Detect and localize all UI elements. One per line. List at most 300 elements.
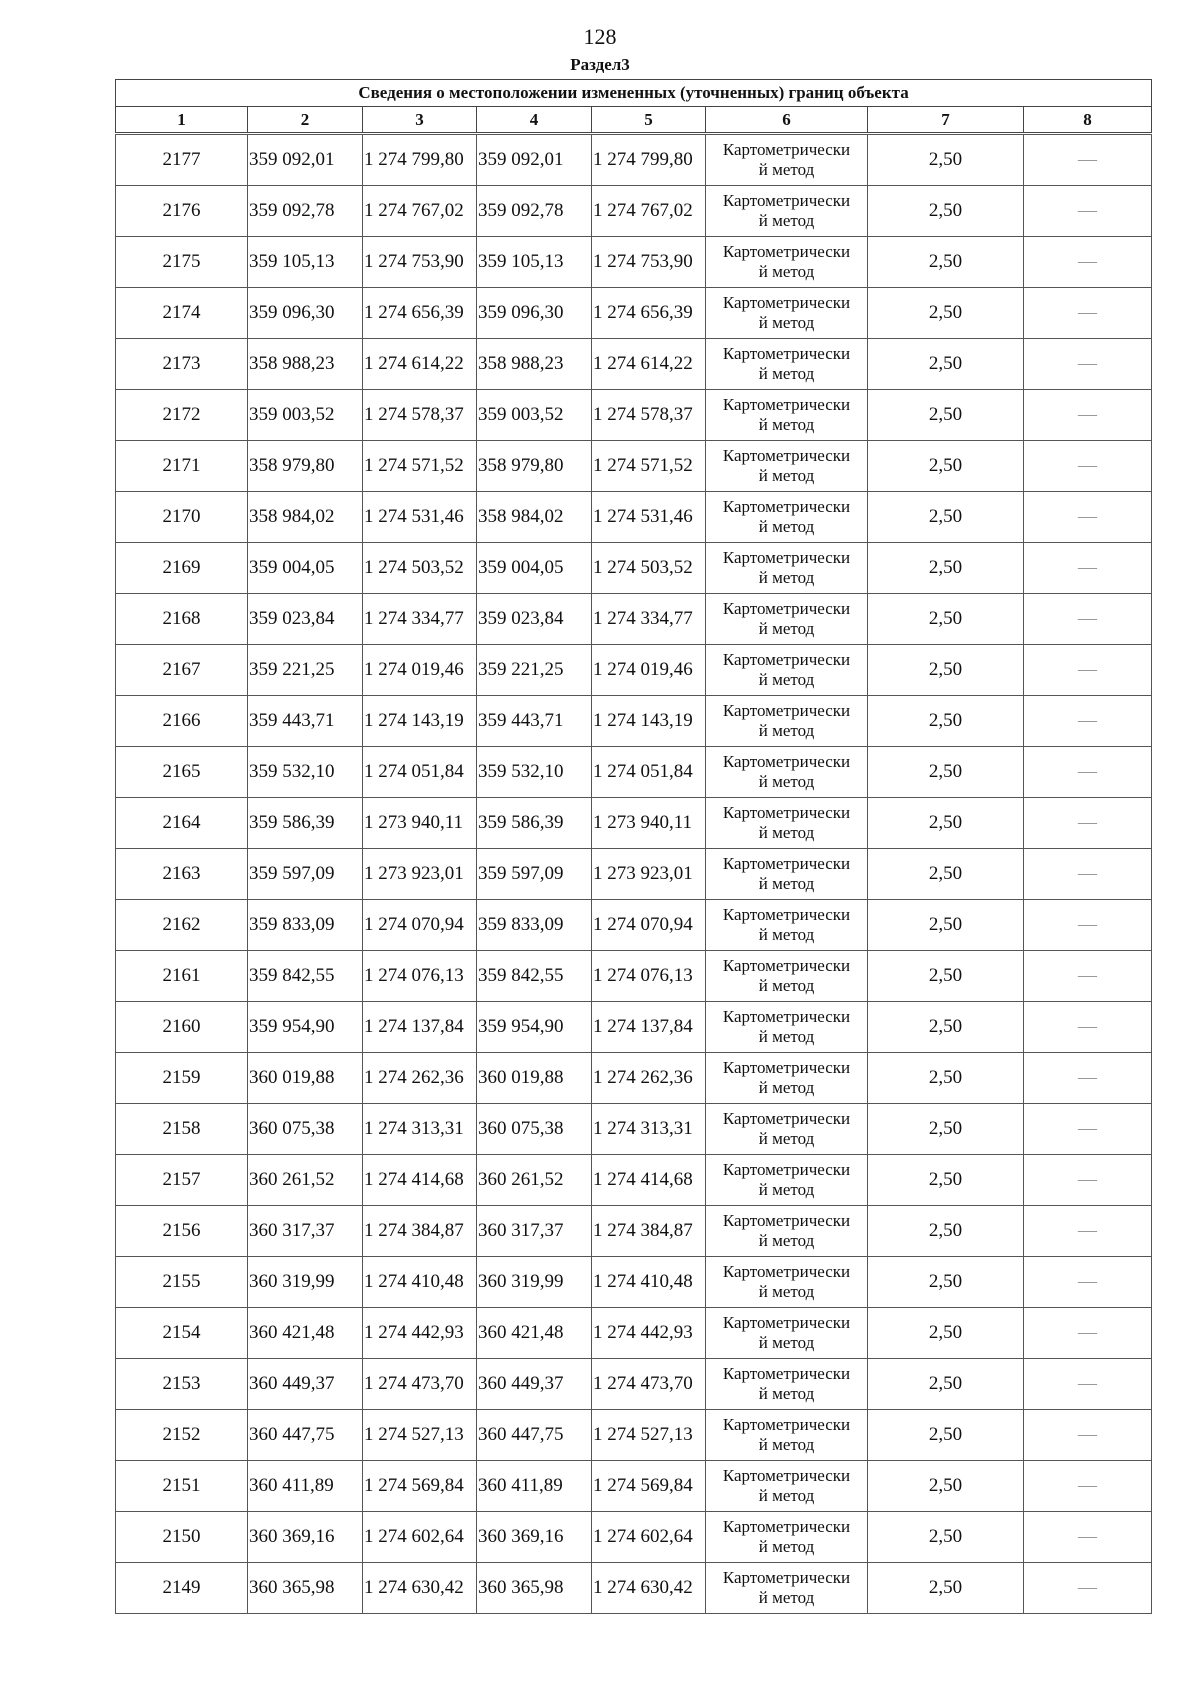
x-new-cell: 360 449,37 [477,1359,592,1410]
method-cell [706,1002,868,1053]
column-number-8: 8 [1024,107,1152,133]
description-cell: — [1024,237,1152,288]
accuracy-cell: 2,50 [868,747,1024,798]
method-line-2: й метод [758,517,815,536]
table-row [116,1155,1152,1206]
x-new-cell: 360 319,99 [477,1257,592,1308]
y-existing-cell: 1 274 569,84 [363,1461,477,1512]
description-cell: — [1024,1104,1152,1155]
x-existing-cell: 360 075,38 [248,1104,363,1155]
method-cell [706,492,868,543]
method-cell [706,1104,868,1155]
accuracy-cell: 2,50 [868,1104,1024,1155]
x-existing-cell: 359 586,39 [248,798,363,849]
accuracy-cell: 2,50 [868,1206,1024,1257]
y-existing-cell: 1 274 473,70 [363,1359,477,1410]
x-new-cell: 360 019,88 [477,1053,592,1104]
accuracy-cell: 2,50 [868,339,1024,390]
table-row [116,1410,1152,1461]
x-existing-cell: 359 003,52 [248,390,363,441]
table-row [116,543,1152,594]
x-existing-cell: 360 369,16 [248,1512,363,1563]
x-existing-cell: 360 421,48 [248,1308,363,1359]
y-existing-cell: 1 274 137,84 [363,1002,477,1053]
point-number-cell: 2154 [116,1308,248,1359]
x-new-cell: 359 954,90 [477,1002,592,1053]
x-new-cell: 359 003,52 [477,390,592,441]
point-number-cell: 2169 [116,543,248,594]
method-line-1: Картометрически [722,191,851,210]
point-number-cell: 2151 [116,1461,248,1512]
method-line-2: й метод [758,211,815,230]
method-line-1: Картометрически [722,242,851,261]
y-new-cell: 1 274 630,42 [592,1563,706,1614]
x-new-cell: 359 597,09 [477,849,592,900]
table-header [115,79,1152,133]
method-line-1: Картометрически [722,140,851,159]
x-existing-cell: 360 319,99 [248,1257,363,1308]
point-number-cell: 2150 [116,1512,248,1563]
table-row [116,1512,1152,1563]
column-number-2: 2 [248,107,363,133]
description-cell: — [1024,798,1152,849]
y-new-cell: 1 274 799,80 [592,135,706,186]
method-line-2: й метод [758,823,815,842]
y-new-cell: 1 274 137,84 [592,1002,706,1053]
accuracy-cell: 2,50 [868,135,1024,186]
accuracy-cell: 2,50 [868,543,1024,594]
y-new-cell: 1 274 767,02 [592,186,706,237]
y-existing-cell: 1 274 051,84 [363,747,477,798]
accuracy-cell: 2,50 [868,951,1024,1002]
method-line-1: Картометрически [722,1313,851,1332]
y-new-cell: 1 273 923,01 [592,849,706,900]
x-existing-cell: 359 105,13 [248,237,363,288]
method-line-1: Картометрически [722,1415,851,1434]
x-existing-cell: 359 597,09 [248,849,363,900]
method-line-1: Картометрически [722,344,851,363]
accuracy-cell: 2,50 [868,1155,1024,1206]
point-number-cell: 2173 [116,339,248,390]
method-line-2: й метод [758,1333,815,1352]
accuracy-cell: 2,50 [868,186,1024,237]
point-number-cell: 2175 [116,237,248,288]
accuracy-cell: 2,50 [868,849,1024,900]
x-existing-cell: 360 447,75 [248,1410,363,1461]
x-existing-cell: 359 833,09 [248,900,363,951]
page-number: 128 [583,24,617,49]
method-cell [706,1308,868,1359]
description-cell: — [1024,186,1152,237]
x-new-cell: 359 443,71 [477,696,592,747]
x-new-cell: 359 023,84 [477,594,592,645]
description-cell: — [1024,747,1152,798]
x-existing-cell: 359 532,10 [248,747,363,798]
method-cell [706,1053,868,1104]
point-number-cell: 2164 [116,798,248,849]
method-line-1: Картометрически [722,1058,851,1077]
y-existing-cell: 1 273 940,11 [363,798,477,849]
description-cell: — [1024,1461,1152,1512]
method-cell [706,1563,868,1614]
method-cell [706,849,868,900]
y-new-cell: 1 274 569,84 [592,1461,706,1512]
method-cell [706,696,868,747]
method-cell [706,1206,868,1257]
method-line-1: Картометрически [722,701,851,720]
method-line-2: й метод [758,1180,815,1199]
column-number-7: 7 [868,107,1024,133]
description-cell: — [1024,1002,1152,1053]
method-cell [706,900,868,951]
description-cell: — [1024,441,1152,492]
accuracy-cell: 2,50 [868,900,1024,951]
method-line-1: Картометрически [722,752,851,771]
column-number-4: 4 [477,107,592,133]
x-new-cell: 359 586,39 [477,798,592,849]
x-existing-cell: 359 092,78 [248,186,363,237]
table-row [116,492,1152,543]
x-existing-cell: 360 411,89 [248,1461,363,1512]
column-number-row [116,107,1152,133]
description-cell: — [1024,135,1152,186]
accuracy-cell: 2,50 [868,1461,1024,1512]
method-line-2: й метод [758,874,815,893]
table-row [116,288,1152,339]
y-new-cell: 1 274 527,13 [592,1410,706,1461]
x-new-cell: 360 421,48 [477,1308,592,1359]
method-line-1: Картометрически [722,497,851,516]
description-cell: — [1024,900,1152,951]
y-new-cell: 1 274 503,52 [592,543,706,594]
method-cell [706,1257,868,1308]
method-cell [706,288,868,339]
point-number-cell: 2161 [116,951,248,1002]
y-new-cell: 1 274 571,52 [592,441,706,492]
description-cell: — [1024,339,1152,390]
description-cell: — [1024,1053,1152,1104]
y-new-cell: 1 274 384,87 [592,1206,706,1257]
y-new-cell: 1 274 602,64 [592,1512,706,1563]
point-number-cell: 2155 [116,1257,248,1308]
method-line-1: Картометрически [722,548,851,567]
method-line-1: Картометрически [722,854,851,873]
point-number-cell: 2168 [116,594,248,645]
y-existing-cell: 1 274 571,52 [363,441,477,492]
point-number-cell: 2166 [116,696,248,747]
method-line-1: Картометрически [722,650,851,669]
method-cell [706,339,868,390]
accuracy-cell: 2,50 [868,390,1024,441]
method-line-2: й метод [758,670,815,689]
column-number-1: 1 [116,107,248,133]
section-title: Раздел3 [570,55,630,74]
accuracy-cell: 2,50 [868,1563,1024,1614]
x-existing-cell: 359 092,01 [248,135,363,186]
method-line-2: й метод [758,262,815,281]
x-new-cell: 359 096,30 [477,288,592,339]
method-line-1: Картометрически [722,395,851,414]
description-cell: — [1024,1410,1152,1461]
method-line-1: Картометрически [722,1568,851,1587]
x-existing-cell: 360 261,52 [248,1155,363,1206]
method-line-1: Картометрически [722,1466,851,1485]
y-new-cell: 1 274 578,37 [592,390,706,441]
y-new-cell: 1 274 531,46 [592,492,706,543]
method-cell [706,798,868,849]
point-number-cell: 2152 [116,1410,248,1461]
method-line-1: Картометрически [722,905,851,924]
x-new-cell: 358 988,23 [477,339,592,390]
y-existing-cell: 1 274 527,13 [363,1410,477,1461]
y-new-cell: 1 274 262,36 [592,1053,706,1104]
method-line-2: й метод [758,466,815,485]
point-number-cell: 2167 [116,645,248,696]
y-new-cell: 1 273 940,11 [592,798,706,849]
method-cell [706,645,868,696]
method-line-1: Картометрически [722,293,851,312]
x-existing-cell: 359 096,30 [248,288,363,339]
method-line-1: Картометрически [722,599,851,618]
x-new-cell: 359 532,10 [477,747,592,798]
x-new-cell: 359 221,25 [477,645,592,696]
y-existing-cell: 1 274 313,31 [363,1104,477,1155]
description-cell: — [1024,492,1152,543]
x-new-cell: 360 261,52 [477,1155,592,1206]
accuracy-cell: 2,50 [868,1053,1024,1104]
y-new-cell: 1 274 473,70 [592,1359,706,1410]
x-existing-cell: 358 988,23 [248,339,363,390]
accuracy-cell: 2,50 [868,1002,1024,1053]
y-new-cell: 1 274 019,46 [592,645,706,696]
table-row [116,186,1152,237]
x-new-cell: 359 004,05 [477,543,592,594]
x-existing-cell: 358 984,02 [248,492,363,543]
method-cell [706,135,868,186]
method-line-2: й метод [758,415,815,434]
method-line-1: Картометрически [722,956,851,975]
y-new-cell: 1 274 076,13 [592,951,706,1002]
method-line-2: й метод [758,568,815,587]
point-number-cell: 2171 [116,441,248,492]
y-existing-cell: 1 274 578,37 [363,390,477,441]
method-line-2: й метод [758,1537,815,1556]
method-line-1: Картометрически [722,1262,851,1281]
point-number-cell: 2153 [116,1359,248,1410]
column-number-5: 5 [592,107,706,133]
x-existing-cell: 359 842,55 [248,951,363,1002]
y-existing-cell: 1 274 753,90 [363,237,477,288]
method-cell [706,1410,868,1461]
y-new-cell: 1 274 070,94 [592,900,706,951]
point-number-cell: 2162 [116,900,248,951]
point-number-cell: 2158 [116,1104,248,1155]
method-line-2: й метод [758,1384,815,1403]
point-number-cell: 2157 [116,1155,248,1206]
y-existing-cell: 1 273 923,01 [363,849,477,900]
y-existing-cell: 1 274 614,22 [363,339,477,390]
x-existing-cell: 359 443,71 [248,696,363,747]
method-line-2: й метод [758,1027,815,1046]
point-number-cell: 2149 [116,1563,248,1614]
table-caption: Сведения о местоположении измененных (уточненных) границ объекта [116,80,1152,107]
description-cell: — [1024,1512,1152,1563]
accuracy-cell: 2,50 [868,441,1024,492]
x-new-cell: 359 092,01 [477,135,592,186]
point-number-cell: 2176 [116,186,248,237]
y-existing-cell: 1 274 799,80 [363,135,477,186]
method-line-1: Картометрически [722,1160,851,1179]
method-cell [706,1359,868,1410]
table-row [116,798,1152,849]
y-new-cell: 1 274 334,77 [592,594,706,645]
y-existing-cell: 1 274 767,02 [363,186,477,237]
description-cell: — [1024,1359,1152,1410]
table-row [116,1053,1152,1104]
x-new-cell: 360 411,89 [477,1461,592,1512]
table-row [116,849,1152,900]
table-row [116,1002,1152,1053]
table-row [116,747,1152,798]
point-number-cell: 2159 [116,1053,248,1104]
description-cell: — [1024,1257,1152,1308]
method-line-2: й метод [758,1435,815,1454]
method-cell [706,1155,868,1206]
x-new-cell: 359 833,09 [477,900,592,951]
y-new-cell: 1 274 143,19 [592,696,706,747]
table-row [116,1563,1152,1614]
method-cell [706,543,868,594]
description-cell: — [1024,1308,1152,1359]
point-number-cell: 2160 [116,1002,248,1053]
y-new-cell: 1 274 442,93 [592,1308,706,1359]
description-cell: — [1024,594,1152,645]
accuracy-cell: 2,50 [868,798,1024,849]
table-row [116,237,1152,288]
y-new-cell: 1 274 414,68 [592,1155,706,1206]
table-row [116,1308,1152,1359]
y-existing-cell: 1 274 410,48 [363,1257,477,1308]
method-line-2: й метод [758,619,815,638]
column-number-3: 3 [363,107,477,133]
accuracy-cell: 2,50 [868,645,1024,696]
y-existing-cell: 1 274 334,77 [363,594,477,645]
accuracy-cell: 2,50 [868,288,1024,339]
y-existing-cell: 1 274 656,39 [363,288,477,339]
table-row [116,390,1152,441]
x-existing-cell: 359 954,90 [248,1002,363,1053]
y-new-cell: 1 274 313,31 [592,1104,706,1155]
table-row [116,594,1152,645]
description-cell: — [1024,951,1152,1002]
y-existing-cell: 1 274 602,64 [363,1512,477,1563]
y-new-cell: 1 274 410,48 [592,1257,706,1308]
description-cell: — [1024,390,1152,441]
accuracy-cell: 2,50 [868,1410,1024,1461]
x-new-cell: 358 984,02 [477,492,592,543]
table-row [116,339,1152,390]
description-cell: — [1024,1563,1152,1614]
method-line-2: й метод [758,721,815,740]
x-existing-cell: 359 221,25 [248,645,363,696]
y-existing-cell: 1 274 630,42 [363,1563,477,1614]
description-cell: — [1024,1155,1152,1206]
point-number-cell: 2170 [116,492,248,543]
point-number-cell: 2174 [116,288,248,339]
method-line-1: Картометрически [722,1364,851,1383]
method-line-2: й метод [758,364,815,383]
y-existing-cell: 1 274 414,68 [363,1155,477,1206]
x-existing-cell: 358 979,80 [248,441,363,492]
table-row [116,1257,1152,1308]
x-new-cell: 359 842,55 [477,951,592,1002]
x-existing-cell: 360 365,98 [248,1563,363,1614]
x-new-cell: 359 092,78 [477,186,592,237]
table-row [116,135,1152,186]
x-existing-cell: 359 023,84 [248,594,363,645]
y-existing-cell: 1 274 143,19 [363,696,477,747]
method-cell [706,1461,868,1512]
table-row [116,951,1152,1002]
method-cell [706,594,868,645]
y-existing-cell: 1 274 070,94 [363,900,477,951]
description-cell: — [1024,543,1152,594]
x-existing-cell: 360 317,37 [248,1206,363,1257]
table-row [116,441,1152,492]
x-new-cell: 358 979,80 [477,441,592,492]
description-cell: — [1024,1206,1152,1257]
accuracy-cell: 2,50 [868,492,1024,543]
x-existing-cell: 360 449,37 [248,1359,363,1410]
x-new-cell: 360 317,37 [477,1206,592,1257]
method-line-1: Картометрически [722,1517,851,1536]
x-new-cell: 360 369,16 [477,1512,592,1563]
method-line-2: й метод [758,313,815,332]
x-new-cell: 360 447,75 [477,1410,592,1461]
y-new-cell: 1 274 051,84 [592,747,706,798]
method-cell [706,747,868,798]
y-new-cell: 1 274 753,90 [592,237,706,288]
method-line-2: й метод [758,976,815,995]
table-row [116,1206,1152,1257]
method-line-2: й метод [758,1231,815,1250]
y-existing-cell: 1 274 262,36 [363,1053,477,1104]
y-new-cell: 1 274 614,22 [592,339,706,390]
x-new-cell: 360 075,38 [477,1104,592,1155]
point-number-cell: 2163 [116,849,248,900]
method-line-1: Картометрически [722,1211,851,1230]
y-existing-cell: 1 274 531,46 [363,492,477,543]
table-row [116,1461,1152,1512]
table-row [116,1359,1152,1410]
point-number-cell: 2165 [116,747,248,798]
method-line-2: й метод [758,160,815,179]
method-cell [706,237,868,288]
y-existing-cell: 1 274 076,13 [363,951,477,1002]
x-existing-cell: 360 019,88 [248,1053,363,1104]
y-existing-cell: 1 274 442,93 [363,1308,477,1359]
accuracy-cell: 2,50 [868,1359,1024,1410]
point-number-cell: 2172 [116,390,248,441]
x-new-cell: 359 105,13 [477,237,592,288]
method-line-2: й метод [758,1282,815,1301]
description-cell: — [1024,696,1152,747]
method-line-2: й метод [758,925,815,944]
method-line-2: й метод [758,1486,815,1505]
y-existing-cell: 1 274 384,87 [363,1206,477,1257]
x-existing-cell: 359 004,05 [248,543,363,594]
method-cell [706,1512,868,1563]
